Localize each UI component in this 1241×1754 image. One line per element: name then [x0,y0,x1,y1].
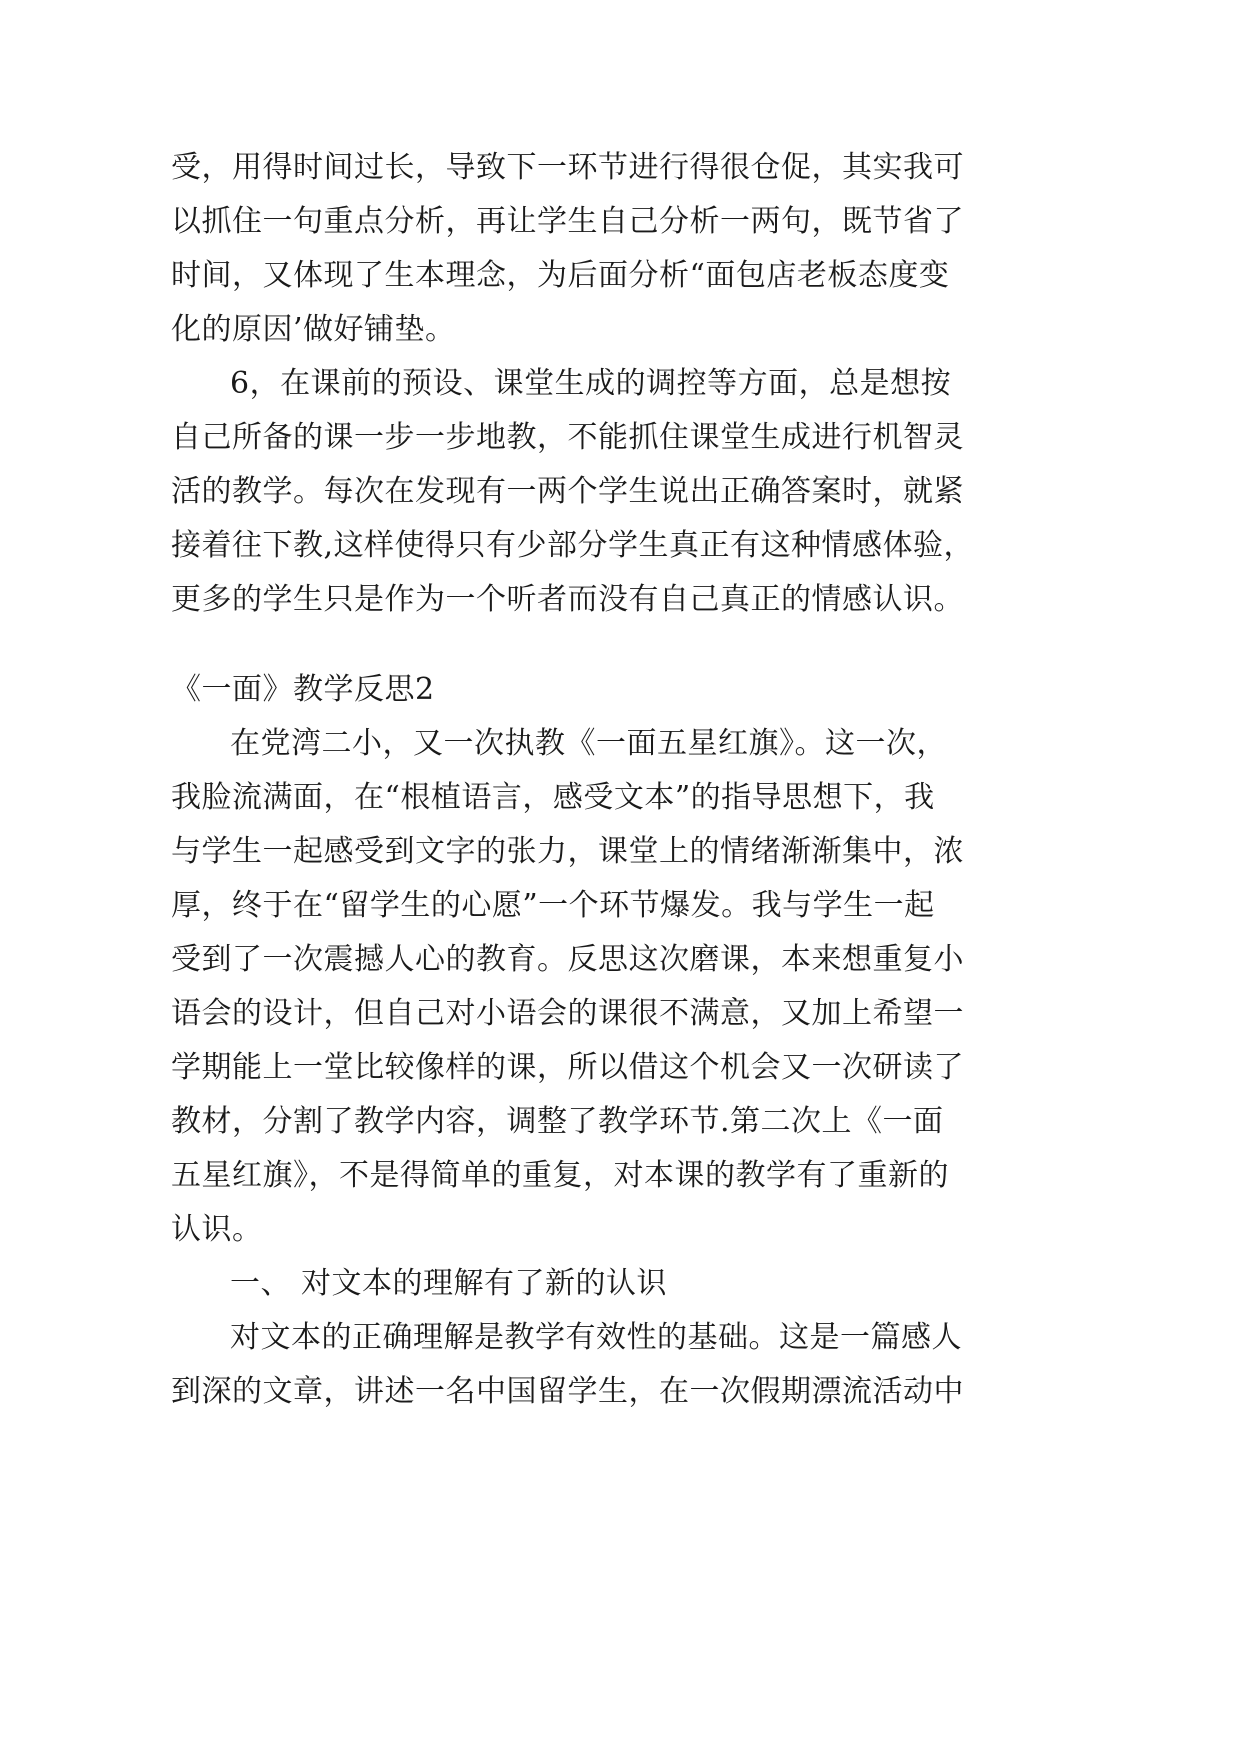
text-line: 更多的学生只是作为一个听者而没有自己真正的情感认识。 [171,582,964,617]
text-line: 接着往下教,这样使得只有少部分学生真正有这种情感体验， [171,528,975,563]
text-line: 到深的文章，讲述一名中国留学生，在一次假期漂流活动中 [171,1374,964,1409]
text-line: 教材，分割了教学内容，调整了教学环节.第二次上《一面 [171,1104,944,1139]
subheading: 一、 对文本的理解有了新的认识 [230,1266,668,1301]
text-line: 五星红旗》，不是得简单的重复，对本课的教学有了重新的 [171,1158,949,1193]
paragraph-start: 在党湾二小，又一次执教《一面五星红旗》。这一次， [230,726,947,761]
text-line: 我脸流满面，在“根植语言，感受文本”的指导思想下，我 [171,780,935,815]
paragraph-start: 6，在课前的预设、课堂生成的调控等方面，总是想按 [230,366,952,401]
text-line: 语会的设计，但自己对小语会的课很不满意，又加上希望一 [171,996,964,1031]
text-line: 以抓住一句重点分析，再让学生自己分析一两句，既节省了 [171,204,964,239]
text-line: 认识。 [171,1212,263,1247]
text-line: 受，用得时间过长，导致下一环节进行得很仓促，其实我可 [171,150,964,185]
text-line: 自己所备的课一步一步地教，不能抓住课堂生成进行机智灵 [171,420,964,455]
paragraph-start: 对文本的正确理解是教学有效性的基础。这是一篇感人 [230,1320,962,1355]
text-line: 受到了一次震撼人心的教育。反思这次磨课，本来想重复小 [171,942,964,977]
text-line: 厚，终于在“留学生的心愿”一个环节爆发。我与学生一起 [171,888,935,923]
section-heading: 《一面》教学反思2 [171,672,435,707]
text-line: 与学生一起感受到文字的张力，课堂上的情绪渐渐集中，浓 [171,834,964,869]
text-line: 学期能上一堂比较像样的课，所以借这个机会又一次研读了 [171,1050,964,1085]
text-line: 化的原因’做好铺垫。 [171,312,456,347]
text-line: 活的教学。每次在发现有一两个学生说出正确答案时，就紧 [171,474,964,509]
text-line: 时间，又体现了生本理念，为后面分析“面包店老板态度变 [171,258,950,293]
